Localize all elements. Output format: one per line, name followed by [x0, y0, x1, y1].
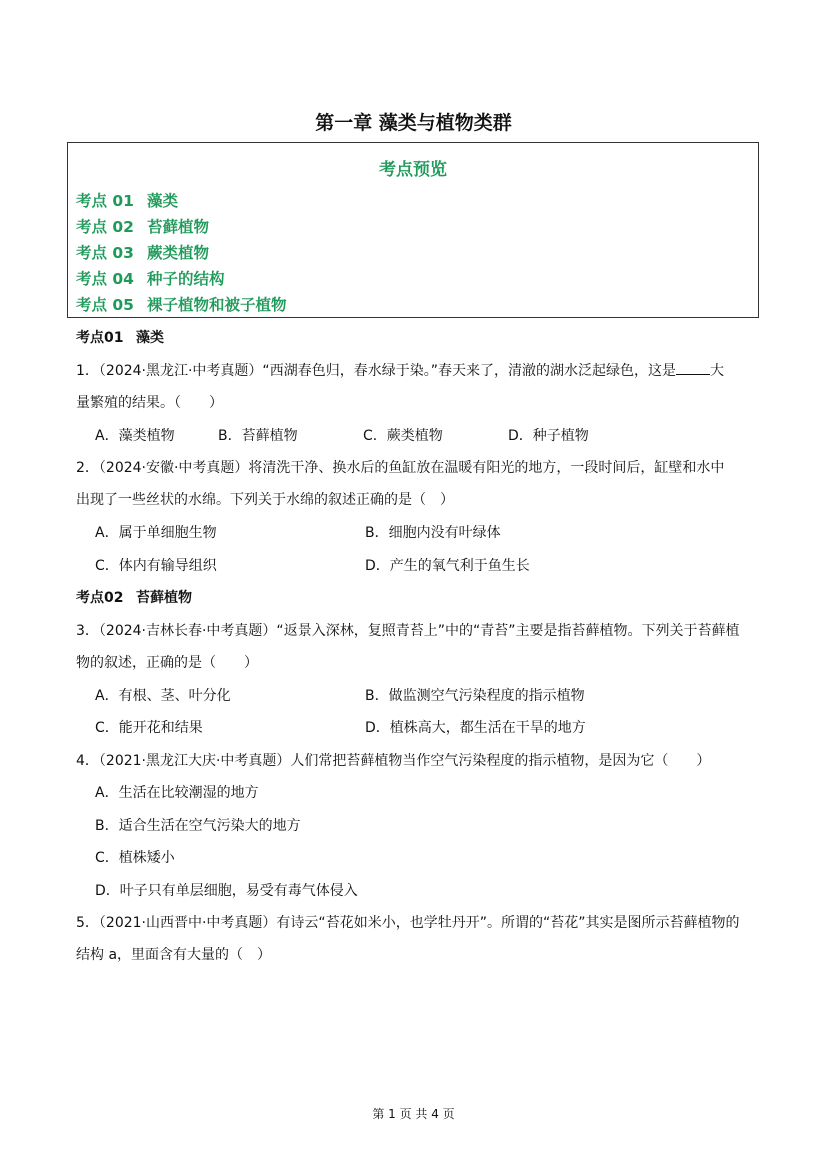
- preview-item: [76, 293, 287, 315]
- preview-item-name: 种子的结构: [147, 270, 225, 288]
- preview-item-name: 裸子植物和被子植物: [147, 296, 287, 314]
- preview-item-code: 考点 03: [76, 244, 134, 262]
- option-c: C．植株矮小: [95, 850, 175, 866]
- question-3-line-1: 3．（2024·吉林长春·中考真题）“返景入深林，复照青苔上”中的“青苔”主要是指苔藓植物。下列关于苔藓植: [76, 623, 740, 639]
- option-d: D．产生的氧气利于鱼生长: [365, 558, 530, 574]
- option-d: D．种子植物: [508, 428, 589, 444]
- option-c: C．能开花和结果: [95, 720, 203, 736]
- section-name: 藻类: [136, 330, 164, 346]
- page-title: 第一章 藻类与植物类群: [315, 112, 512, 134]
- preview-item-code: 考点 02: [76, 218, 134, 236]
- option-a: A．属于单细胞生物: [95, 525, 217, 541]
- preview-item-code: 考点 04: [76, 270, 134, 288]
- option-b: B．做监测空气污染程度的指示植物: [365, 688, 585, 704]
- option-d: D．叶子只有单层细胞，易受有毒气体侵入: [95, 883, 358, 899]
- preview-item-code: 考点 01: [76, 192, 134, 210]
- question-3-line-2: 物的叙述，正确的是（ ）: [76, 655, 258, 671]
- question-2-line-1: 2．（2024·安徽·中考真题）将清洗干净、换水后的鱼缸放在温暖有阳光的地方，一段时间后，缸壁和水中: [76, 460, 725, 476]
- preview-item-name: 蕨类植物: [147, 244, 210, 262]
- option-b: B．苔藓植物: [218, 428, 298, 444]
- section-code: 考点02: [76, 590, 124, 606]
- preview-item-code: 考点 05: [76, 296, 134, 314]
- question-5-line-1: 5．（2021·山西晋中·中考真题）有诗云“苔花如米小，也学牡丹开”。所谓的“苔花”其实是图所示苔藓植物的: [76, 915, 740, 931]
- option-a: A．生活在比较潮湿的地方: [95, 785, 259, 801]
- preview-box: [67, 142, 759, 318]
- preview-item-name: 藻类: [147, 192, 179, 210]
- page-footer: 第 1 页 共 4 页: [372, 1107, 455, 1121]
- question-1-line-1: [76, 360, 724, 380]
- option-a: A．有根、茎、叶分化: [95, 688, 231, 704]
- question-1-text-b: 大: [709, 363, 724, 379]
- option-a: A．藻类植物: [95, 428, 175, 444]
- section-name: 苔藓植物: [136, 590, 192, 606]
- preview-title: 考点预览: [379, 160, 447, 180]
- question-2-line-2: 出现了一些丝状的水绵。下列关于水绵的叙述正确的是（ ）: [76, 492, 454, 508]
- question-5-line-2: 结构 a，里面含有大量的（ ）: [76, 947, 272, 963]
- preview-item: [76, 267, 225, 289]
- section-heading: [76, 327, 164, 347]
- answer-blank: [676, 362, 710, 375]
- preview-item-name: 苔藓植物: [147, 218, 210, 236]
- option-c: C．蕨类植物: [363, 428, 443, 444]
- question-1-text-a: 1．（2024·黑龙江·中考真题）“西湖春色归，春水绿于染。”春天来了，清澈的湖水泛起绿色，这是: [76, 363, 676, 379]
- section-code: 考点01: [76, 330, 124, 346]
- section-heading: [76, 587, 192, 607]
- question-4-line-1: 4．（2021·黑龙江大庆·中考真题）人们常把苔藓植物当作空气污染程度的指示植物，是因为它（ ）: [76, 753, 711, 769]
- option-d: D．植株高大，都生活在干旱的地方: [365, 720, 586, 736]
- option-b: B．细胞内没有叶绿体: [365, 525, 501, 541]
- preview-item: [76, 215, 209, 237]
- option-b: B．适合生活在空气污染大的地方: [95, 818, 301, 834]
- question-1-line-2: 量繁殖的结果。（ ）: [76, 395, 223, 411]
- preview-item: [76, 241, 209, 263]
- option-c: C．体内有输导组织: [95, 558, 217, 574]
- preview-item: [76, 189, 178, 211]
